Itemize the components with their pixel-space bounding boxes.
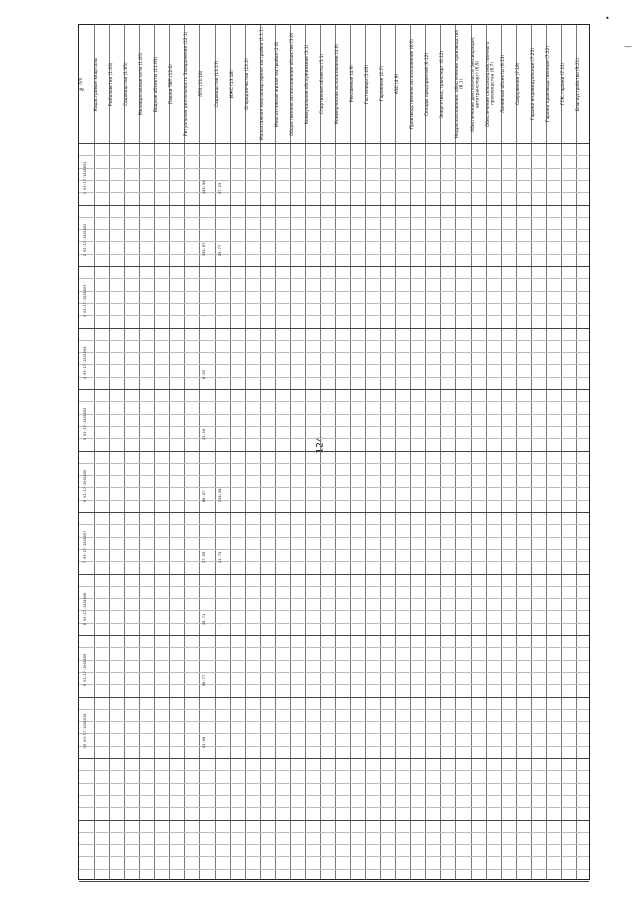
table-cell: 96.77 [201, 674, 207, 687]
table-cell: 11.73 [216, 551, 222, 564]
column-header: ЛПХ (13.16) [199, 70, 205, 98]
column-divider [576, 25, 577, 879]
column-divider [395, 25, 396, 879]
row-divider [79, 426, 589, 427]
row-divider [79, 303, 589, 304]
row-divider [79, 143, 589, 144]
table-cell: 143.55 [201, 180, 207, 195]
column-divider [501, 25, 502, 879]
table-cell: 16.71 [201, 613, 207, 625]
row-divider [79, 254, 589, 255]
row-divider [79, 512, 589, 513]
row-divider [79, 352, 589, 353]
column-divider [440, 25, 441, 879]
column-divider [109, 25, 110, 879]
column-header: № п/п [79, 77, 84, 91]
row-divider [79, 598, 589, 599]
table-cell: - [216, 314, 222, 318]
column-header: Рекламные (4.9) [350, 65, 356, 103]
row-divider [79, 463, 589, 464]
row-divider [79, 438, 589, 439]
column-header: Гаражи индивидуальные (7.23) [530, 48, 536, 120]
column-divider [139, 25, 140, 879]
row-divider [79, 623, 589, 624]
table-cell: 13.10 [201, 428, 207, 441]
column-header: Пашни ТВП (12.0) [169, 64, 175, 104]
column-header: Малоэтажная многоквартирная застройка (2.1.1) [259, 27, 265, 141]
row-divider [79, 758, 589, 759]
table-cell: 91.08 [201, 736, 207, 748]
row-divider [79, 217, 589, 218]
row-divider [79, 869, 589, 870]
row-divider [79, 795, 589, 796]
table-cell: 17.55 [201, 551, 207, 564]
column-header: Общественное использование объектов (3.0) [289, 32, 295, 136]
column-divider [546, 25, 547, 879]
column-divider [350, 25, 351, 879]
column-divider [215, 25, 216, 879]
row-divider [79, 389, 589, 390]
column-divider [94, 25, 95, 879]
column-divider [410, 25, 411, 879]
row-divider [79, 168, 589, 169]
column-header: Энергетика, транспорт (6.12) [440, 50, 446, 118]
column-header: Производственное использование (6.0) [410, 39, 416, 129]
row-divider [79, 377, 589, 378]
row-divider [79, 475, 589, 476]
column-divider [260, 25, 261, 879]
table-cell: 25.77 [216, 244, 222, 256]
column-header: Садоводство (13.17) [214, 60, 220, 108]
column-header: Гаражные (2.7) [380, 66, 386, 102]
column-header: Огородничество (13.2) [244, 58, 250, 110]
column-header: ИЖС (13.18) [229, 70, 235, 98]
column-header: Мелиоративные сети (1.05) [139, 52, 145, 116]
column-header: Недропользование, обеспечение производства (6.1) [455, 30, 465, 138]
column-divider [365, 25, 366, 879]
table-row-label: 3 63:17:1501003 [83, 284, 87, 318]
corner-dash: — [624, 42, 632, 51]
column-header: Обеспечение деятельности (мелиорация, автотранспорт) (6.9) [470, 36, 481, 132]
table-cell: 86.47 [201, 490, 207, 502]
column-divider [425, 25, 426, 879]
row-divider [79, 820, 589, 821]
row-divider [79, 155, 589, 156]
column-divider [455, 25, 456, 879]
column-divider [335, 25, 336, 879]
column-divider [516, 25, 517, 879]
column-divider [561, 25, 562, 879]
column-divider [184, 25, 185, 879]
row-divider [79, 340, 589, 341]
column-header: Водные объекты (11.03) [154, 56, 160, 112]
row-divider [79, 807, 589, 808]
table-cell: 155.67 [201, 241, 207, 256]
row-divider [79, 574, 589, 575]
row-divider [79, 315, 589, 316]
row-divider [79, 291, 589, 292]
data-table [78, 24, 590, 880]
table-row-label: 4 63:17:1501004 [83, 346, 87, 379]
row-divider [79, 266, 589, 267]
column-header: Склады предприятий (6.12) [425, 52, 431, 116]
column-header: Коммунальное обслуживание (3.1) [304, 44, 310, 124]
corner-mark: • [605, 14, 610, 23]
row-divider [79, 697, 589, 698]
column-divider [305, 25, 306, 879]
column-header: Садоводство (1.05) [124, 62, 130, 106]
column-divider [471, 25, 472, 879]
column-header: Обеспечение сельскохозяйственного производства (6.7) [485, 41, 496, 127]
column-header: Ритуальная деятельность Захоронения (12.1) [184, 31, 190, 137]
row-divider [79, 241, 589, 242]
column-divider [169, 25, 170, 879]
column-divider [380, 25, 381, 879]
column-divider [245, 25, 246, 879]
table-row-label: 7 63:17:1501007 [83, 530, 87, 564]
column-divider [320, 25, 321, 879]
column-header: АЗС (4.9) [395, 73, 401, 95]
column-divider [486, 25, 487, 879]
row-divider [79, 721, 589, 722]
row-divider [79, 205, 589, 206]
table-cell: 134.28 [216, 487, 222, 502]
column-divider [290, 25, 291, 879]
row-divider [79, 401, 589, 402]
row-divider [79, 537, 589, 538]
table-row-label: 2 63:17:1501002 [83, 223, 87, 256]
row-divider [79, 524, 589, 525]
row-divider [79, 414, 589, 415]
table-row-label: 1 63:17:1501001 [83, 161, 87, 195]
row-divider [79, 192, 589, 193]
row-divider [79, 610, 589, 611]
column-divider [124, 25, 125, 879]
table-row-label: 5 63:17:1501005 [83, 407, 87, 441]
row-divider [79, 733, 589, 734]
row-divider [79, 660, 589, 661]
row-divider [79, 328, 589, 329]
row-divider [79, 278, 589, 279]
table-cell: - [216, 437, 222, 441]
column-header: Спортивные объекты (5.1) [319, 53, 325, 115]
row-divider [79, 635, 589, 636]
table-cell: - [201, 314, 207, 318]
row-divider [79, 487, 589, 488]
row-divider [79, 881, 589, 882]
column-header: Линейные объекты (6.13) [500, 54, 506, 114]
row-divider [79, 451, 589, 452]
row-divider [79, 672, 589, 673]
column-header: ГСК, гаражи (7.21) [560, 62, 566, 106]
column-header: Рыболовство (1.03) [109, 62, 115, 106]
table-cell: 37.23 [216, 182, 222, 195]
column-divider [230, 25, 231, 879]
row-divider [79, 684, 589, 685]
row-divider [79, 586, 589, 587]
table-row-label: 6 63:17:1501006 [83, 469, 87, 502]
column-header: Многоэтажная жилая застройка (2.6) [274, 41, 280, 127]
table-cell: - [216, 622, 222, 625]
column-header: Гостиницы (5.05) [365, 64, 371, 104]
table-row-label: 8 63:17:1501008 [83, 592, 87, 625]
column-divider [275, 25, 276, 879]
column-divider [154, 25, 155, 879]
table-cell: - [216, 683, 222, 687]
row-divider [79, 832, 589, 833]
column-header: Сооружения (7.18) [515, 62, 521, 106]
row-divider [79, 783, 589, 784]
row-divider [79, 561, 589, 562]
row-divider [79, 709, 589, 710]
table-row-label: 9 63:17:1501009 [83, 653, 87, 687]
page-number: 124 [315, 436, 326, 454]
row-divider [79, 180, 589, 181]
row-divider [79, 844, 589, 845]
row-divider [79, 549, 589, 550]
table-cell: - [216, 745, 222, 748]
row-divider [79, 229, 589, 230]
column-header: Кадастровые кварталы [94, 57, 100, 111]
table-cell: 8.93 [201, 369, 207, 379]
row-divider [79, 856, 589, 857]
column-header: Коммерческое использование (4.0) [335, 43, 340, 125]
table-row-label: 10 63:17:1501010 [83, 713, 87, 748]
row-divider [79, 647, 589, 648]
row-divider [79, 770, 589, 771]
column-header: Благоустройство (9.21) [575, 57, 581, 111]
column-header: Гаражи производственные (7.22) [545, 46, 551, 123]
row-divider [79, 500, 589, 501]
row-divider [79, 746, 589, 747]
row-divider [79, 364, 589, 365]
column-divider [531, 25, 532, 879]
table-cell: - [216, 376, 222, 379]
